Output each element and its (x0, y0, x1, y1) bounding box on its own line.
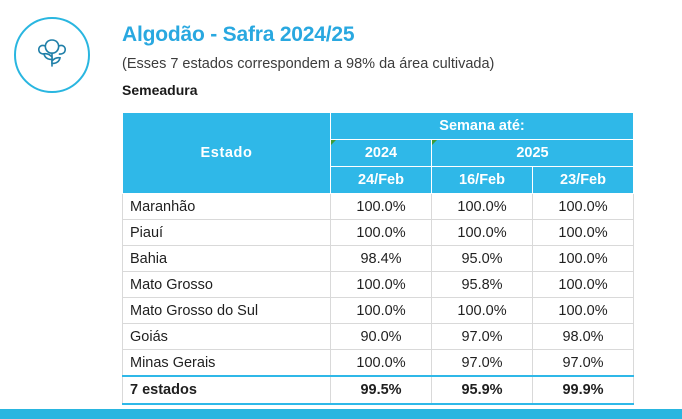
table-row (123, 272, 634, 298)
header (122, 22, 662, 98)
column-header-year-2024: 2024 (331, 140, 432, 167)
row-value-0: 90.0% (331, 324, 432, 350)
total-value-2: 99.9% (533, 376, 634, 404)
row-value-0: 100.0% (331, 194, 432, 220)
table-row (123, 194, 634, 220)
row-label: Mato Grosso do Sul (123, 298, 331, 324)
row-value-1: 100.0% (432, 220, 533, 246)
section-label: Semeadura (122, 82, 198, 98)
row-value-1: 97.0% (432, 324, 533, 350)
row-value-0: 100.0% (331, 298, 432, 324)
row-value-2: 100.0% (533, 298, 634, 324)
row-value-2: 100.0% (533, 220, 634, 246)
row-value-2: 97.0% (533, 350, 634, 377)
row-label: Goiás (123, 324, 331, 350)
row-value-2: 100.0% (533, 246, 634, 272)
column-header-date-0: 24/Feb (331, 167, 432, 194)
table-total-row (123, 376, 634, 404)
total-value-1: 95.9% (432, 376, 533, 404)
footer-accent-bar (0, 409, 682, 419)
table-row (123, 246, 634, 272)
row-value-2: 100.0% (533, 272, 634, 298)
row-value-1: 95.8% (432, 272, 533, 298)
column-header-estado: Estado (123, 113, 331, 194)
row-label: Bahia (123, 246, 331, 272)
row-value-1: 100.0% (432, 298, 533, 324)
semeadura-table (122, 112, 634, 405)
row-label: Piauí (123, 220, 331, 246)
logo (14, 17, 90, 93)
row-value-1: 95.0% (432, 246, 533, 272)
row-label: Minas Gerais (123, 350, 331, 377)
row-value-0: 98.4% (331, 246, 432, 272)
table-header-row-group (123, 113, 634, 140)
row-value-0: 100.0% (331, 350, 432, 377)
cotton-boll-icon (29, 30, 75, 81)
table-row (123, 220, 634, 246)
row-value-0: 100.0% (331, 220, 432, 246)
column-header-date-1: 16/Feb (432, 167, 533, 194)
total-value-0: 99.5% (331, 376, 432, 404)
table-row (123, 350, 634, 377)
row-value-0: 100.0% (331, 272, 432, 298)
row-value-2: 98.0% (533, 324, 634, 350)
column-header-date-2: 23/Feb (533, 167, 634, 194)
column-header-semana-ate: Semana até: (331, 113, 634, 140)
column-header-year-2025: 2025 (432, 140, 634, 167)
table-row (123, 324, 634, 350)
total-label: 7 estados (123, 376, 331, 404)
page-title: Algodão - Safra 2024/25 (122, 23, 355, 46)
row-value-2: 100.0% (533, 194, 634, 220)
page-subtitle: (Esses 7 estados correspondem a 98% da área cultivada) (122, 56, 495, 72)
table-row (123, 298, 634, 324)
row-value-1: 97.0% (432, 350, 533, 377)
row-label: Maranhão (123, 194, 331, 220)
row-label: Mato Grosso (123, 272, 331, 298)
row-value-1: 100.0% (432, 194, 533, 220)
